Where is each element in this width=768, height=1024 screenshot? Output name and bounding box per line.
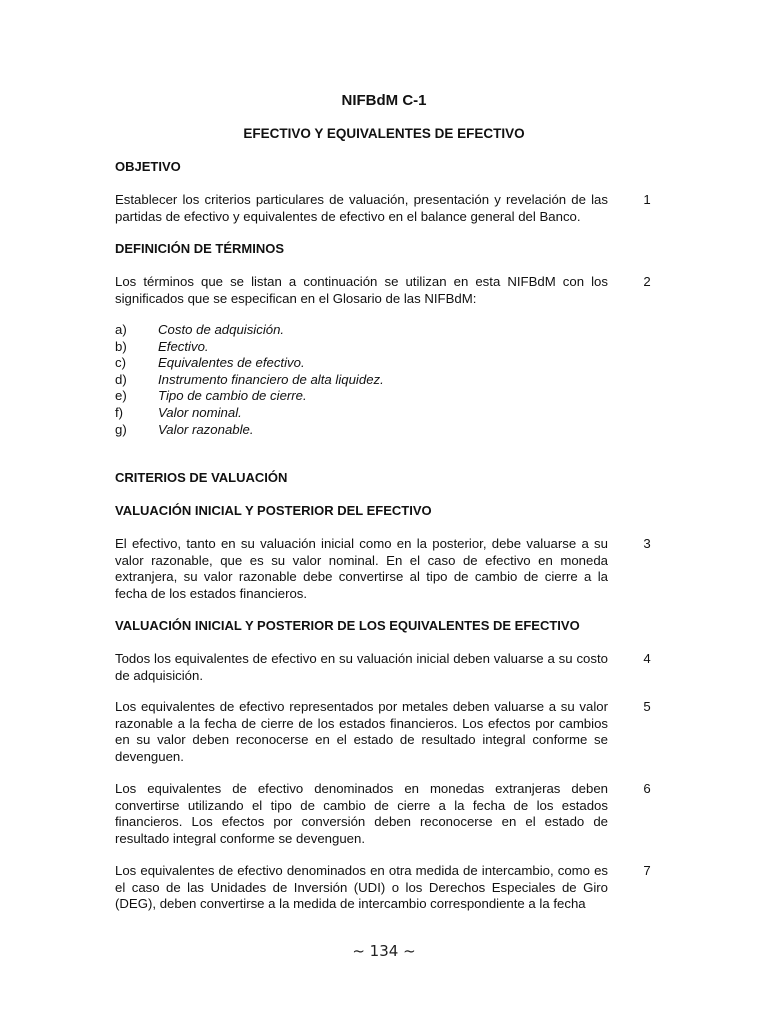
paragraph-number-3: 3 — [643, 536, 651, 551]
list-item-text: Valor nominal. — [158, 404, 242, 420]
paragraph-4: Todos los equivalentes de efectivo en su valuación inicial deben valuarse a su costo de adquisición. — [115, 651, 608, 683]
paragraph-number-2: 2 — [643, 274, 651, 289]
paragraph-5: Los equivalentes de efectivo representados por metales deben valuarse a su valor razonable a la fecha de cierre de los estados financieros. Los efectos por cambios en su valor deben reconocerse en el estado de resultado integral conforme se devenguen. — [115, 699, 608, 764]
document-code: NIFBdM C-1 — [341, 92, 427, 109]
heading-objetivo: OBJETIVO — [115, 159, 181, 174]
paragraph-objetivo: Establecer los criterios particulares de valuación, presentación y revelación de las partidas de efectivo y equivalentes de efectivo en el balance general del Banco. — [115, 192, 608, 224]
page-number: ~ 134 ~ — [352, 942, 416, 960]
list-item-label: a) — [115, 322, 127, 337]
list-item-label: e) — [115, 388, 127, 404]
list-item — [115, 405, 384, 422]
list-item-text: Tipo de cambio de cierre. — [158, 388, 307, 404]
heading-definicion: DEFINICIÓN DE TÉRMINOS — [115, 241, 285, 256]
paragraph-number-1: 1 — [643, 192, 651, 207]
list-item-text: Efectivo. — [158, 338, 209, 354]
list-item — [115, 372, 384, 389]
list-item-text: Costo de adquisición. — [158, 322, 285, 337]
list-item — [115, 355, 384, 372]
list-item — [115, 322, 384, 339]
document-title: EFECTIVO Y EQUIVALENTES DE EFECTIVO — [243, 126, 525, 141]
list-item-label: d) — [115, 371, 127, 387]
heading-valuacion-equivalentes: VALUACIÓN INICIAL Y POSTERIOR DE LOS EQUIVALENTES DE EFECTIVO — [115, 618, 580, 633]
list-item-label: g) — [115, 421, 127, 437]
list-item-label: f) — [115, 404, 124, 420]
list-item — [115, 388, 384, 405]
list-item-text: Valor razonable. — [158, 421, 254, 437]
paragraph-definicion: Los términos que se listan a continuación se utilizan en esta NIFBdM con los significados que se especifican en el Glosario de las NIFBdM: — [115, 274, 608, 306]
list-item-label: c) — [115, 355, 126, 371]
heading-criterios: CRITERIOS DE VALUACIÓN — [115, 470, 288, 485]
list-item — [115, 339, 384, 356]
paragraph-7: Los equivalentes de efectivo denominados en otra medida de intercambio, como es el caso de las Unidades de Inversión (UDI) o los Derechos Especiales de Giro (DEG), deben convertirse a la medida de intercambio correspondiente a la fecha — [115, 863, 608, 911]
paragraph-6: Los equivalentes de efectivo denominados en monedas extranjeras deben convertirse utilizando el tipo de cambio de cierre a la fecha de los estados financieros. Los efectos por conversión deben reconocerse en el estado de resultado integral conforme se devenguen. — [115, 781, 608, 846]
terms-list — [115, 322, 384, 438]
list-item-text: Instrumento financiero de alta liquidez. — [158, 371, 384, 387]
heading-valuacion-efectivo: VALUACIÓN INICIAL Y POSTERIOR DEL EFECTIVO — [115, 503, 432, 518]
list-item — [115, 422, 384, 439]
paragraph-number-6: 6 — [643, 781, 651, 796]
list-item-text: Equivalentes de efectivo. — [158, 355, 305, 371]
paragraph-number-5: 5 — [643, 699, 651, 714]
paragraph-number-7: 7 — [643, 863, 651, 878]
list-item-label: b) — [115, 338, 127, 354]
paragraph-valuacion-efectivo: El efectivo, tanto en su valuación inicial como en la posterior, debe valuarse a su valor razonable, que es su valor nominal. En el caso de efectivo en moneda extranjera, su valor razonable debe convertirse al tipo de cambio de cierre a la fecha de los estados financieros. — [115, 536, 608, 601]
paragraph-number-4: 4 — [643, 651, 651, 666]
